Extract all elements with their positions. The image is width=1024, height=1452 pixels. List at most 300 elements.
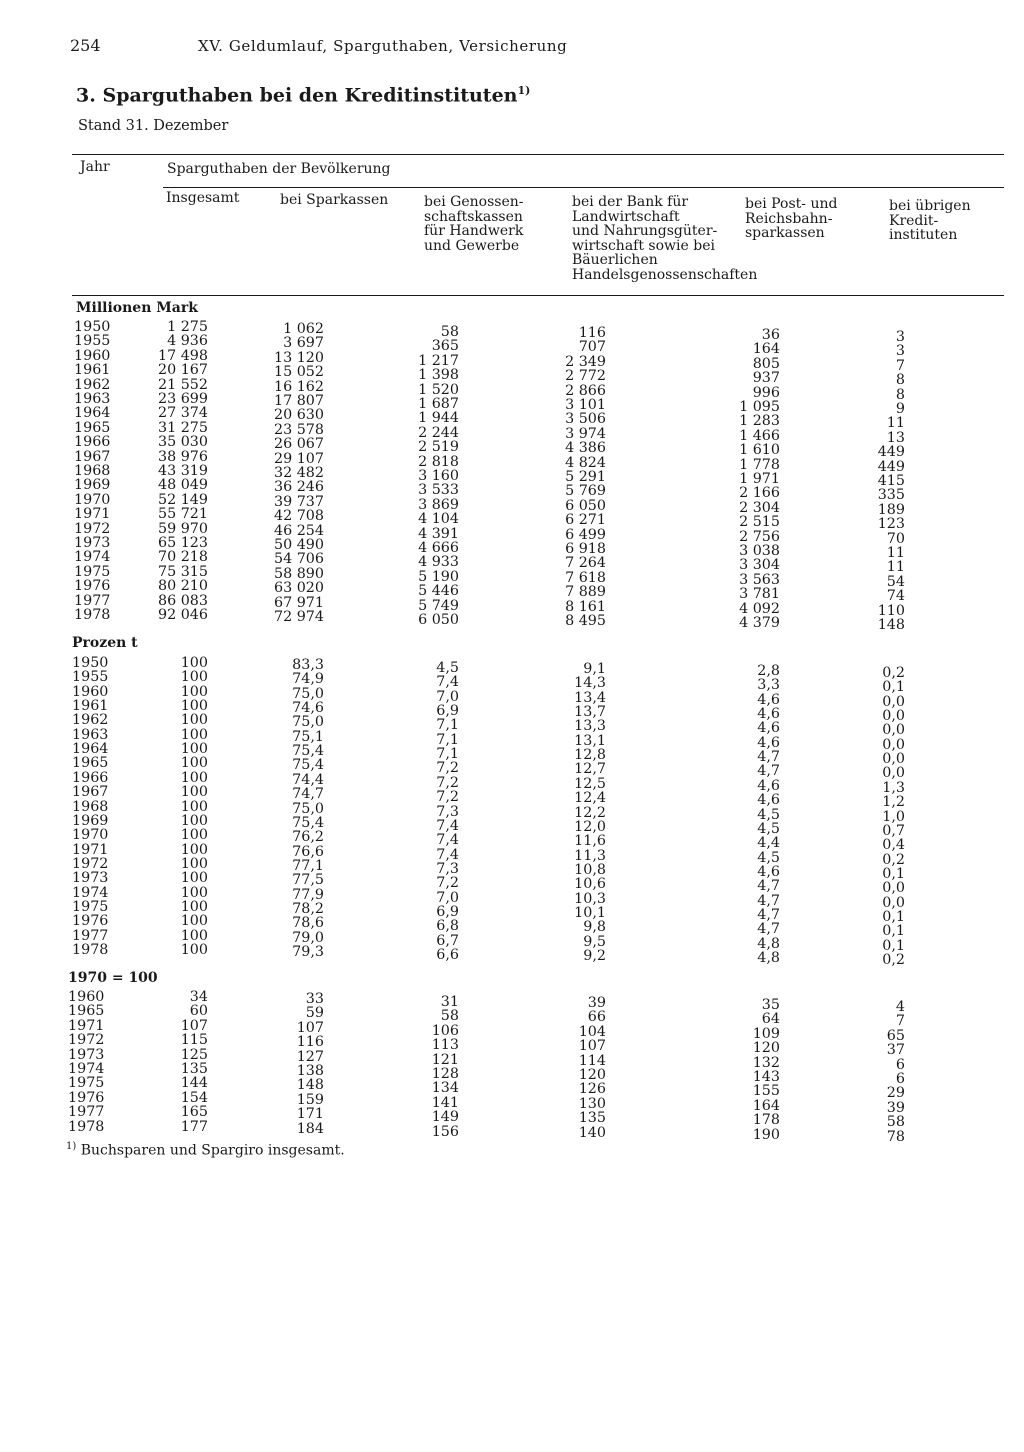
value-cell: 100 — [180, 769, 208, 786]
value-cell: 55 721 — [157, 506, 208, 523]
value-cell: 3 — [895, 343, 905, 360]
value-cell: 64 — [761, 1011, 780, 1028]
year-cell: 1971 — [72, 841, 109, 858]
year-cell: 1973 — [72, 870, 109, 887]
value-cell: 141 — [431, 1094, 459, 1111]
year-cell: 1969 — [74, 477, 111, 494]
value-cell: 1 062 — [283, 321, 324, 337]
value-cell: 2 866 — [565, 382, 606, 399]
value-cell: 79,0 — [292, 929, 324, 946]
value-cell: 7,4 — [436, 846, 459, 863]
value-cell: 996 — [752, 384, 780, 401]
value-cell: 7,4 — [436, 832, 459, 849]
value-cell: 148 — [877, 617, 905, 633]
value-cell: 59 970 — [157, 520, 208, 537]
value-cell: 165 — [180, 1104, 208, 1121]
year-cell: 1966 — [74, 434, 111, 451]
value-cell: 63 020 — [273, 580, 324, 597]
column-header-4 — [572, 195, 757, 283]
value-cell: 7,1 — [436, 731, 459, 748]
value-cell: 1 283 — [739, 413, 780, 430]
value-cell: 74 — [886, 588, 905, 605]
year-cell: 1962 — [72, 712, 109, 729]
value-cell: 2,8 — [757, 663, 780, 679]
value-cell: 52 149 — [157, 491, 208, 508]
value-cell: 75,4 — [292, 814, 324, 831]
running-header: XV. Geldumlauf, Sparguthaben, Versicherung — [198, 37, 568, 55]
value-cell: 10,6 — [574, 876, 606, 893]
value-cell: 9 — [895, 401, 905, 417]
year-cell: 1970 — [74, 491, 111, 508]
value-cell: 2 304 — [739, 499, 780, 516]
value-cell: 140 — [578, 1124, 606, 1141]
column-header-6 — [889, 199, 971, 243]
value-cell: 115 — [180, 1032, 208, 1049]
value-cell: 177 — [180, 1118, 208, 1135]
value-cell: 79,3 — [292, 944, 324, 960]
value-cell: 6,9 — [436, 703, 459, 720]
year-cell: 1974 — [74, 549, 111, 566]
year-cell: 1977 — [74, 592, 111, 609]
value-cell: 7 — [895, 1013, 905, 1030]
value-cell: 11,6 — [574, 833, 606, 850]
column-header-line: Reichsbahn- — [745, 210, 833, 227]
value-cell: 4 386 — [565, 440, 606, 457]
value-cell: 4,7 — [757, 892, 780, 909]
value-cell: 3 160 — [418, 468, 459, 484]
value-cell: 12,4 — [574, 790, 606, 807]
value-cell: 38 976 — [157, 448, 208, 465]
value-cell: 39 — [886, 1099, 905, 1116]
value-cell: 59 — [305, 1005, 324, 1022]
value-cell: 937 — [752, 370, 780, 387]
title-text: Sparguthaben bei den Kreditinstituten — [102, 84, 518, 107]
value-cell: 65 — [886, 1027, 905, 1044]
value-cell: 4,7 — [757, 763, 780, 780]
year-cell: 1975 — [68, 1075, 105, 1092]
column-header-line: Insgesamt — [166, 190, 240, 206]
value-cell: 6,6 — [436, 947, 459, 963]
value-cell: 10,1 — [574, 904, 606, 921]
year-cell: 1961 — [72, 698, 109, 715]
value-cell: 1 466 — [739, 427, 780, 444]
value-cell: 9,8 — [583, 919, 606, 936]
value-cell: 100 — [180, 898, 208, 915]
year-cell: 1960 — [74, 347, 111, 364]
value-cell: 100 — [180, 884, 208, 901]
column-header-line: Landwirtschaft — [572, 208, 680, 225]
year-cell: 1962 — [74, 376, 111, 393]
value-cell: 17 498 — [157, 347, 208, 364]
value-cell: 7,2 — [436, 774, 459, 791]
value-cell: 6 — [895, 1071, 905, 1087]
value-cell: 3 533 — [418, 482, 459, 499]
value-cell: 0,0 — [882, 736, 905, 753]
value-cell: 5 291 — [565, 469, 606, 485]
value-cell: 75,0 — [292, 800, 324, 817]
year-cell: 1965 — [68, 1003, 105, 1020]
value-cell: 125 — [180, 1046, 208, 1063]
section-label: 1970 = 100 — [68, 970, 158, 986]
value-cell: 365 — [431, 338, 459, 355]
value-cell: 20 167 — [157, 362, 208, 379]
value-cell: 37 — [886, 1042, 905, 1059]
value-cell: 54 — [886, 573, 905, 590]
value-cell: 449 — [877, 444, 905, 461]
value-cell: 107 — [296, 1019, 324, 1036]
value-cell: 4,5 — [436, 660, 459, 676]
year-cell: 1973 — [68, 1046, 105, 1063]
year-cell: 1960 — [68, 989, 105, 1005]
value-cell: 4 666 — [418, 540, 459, 556]
year-cell: 1969 — [72, 812, 109, 829]
value-cell: 65 123 — [157, 535, 208, 551]
column-header-line: bei Sparkassen — [280, 192, 389, 208]
value-cell: 16 162 — [273, 378, 324, 395]
value-cell: 7,4 — [436, 817, 459, 834]
year-cell: 1971 — [68, 1017, 105, 1034]
value-cell: 83,3 — [292, 657, 324, 673]
value-cell: 7 618 — [565, 569, 606, 586]
value-cell: 8 — [895, 372, 905, 389]
value-cell: 1,3 — [882, 779, 905, 796]
value-cell: 100 — [180, 798, 208, 815]
column-header-line: bei der Bank für — [572, 194, 689, 210]
value-cell: 7,3 — [436, 860, 459, 877]
year-cell: 1972 — [74, 520, 111, 537]
value-cell: 2 818 — [418, 453, 459, 470]
value-cell: 36 246 — [273, 479, 324, 496]
year-cell: 1950 — [74, 319, 111, 335]
value-cell: 148 — [296, 1077, 324, 1094]
year-cell: 1978 — [72, 942, 109, 958]
value-cell: 4 936 — [167, 333, 208, 350]
value-cell: 33 — [305, 991, 324, 1007]
year-cell: 1977 — [68, 1104, 105, 1121]
value-cell: 77,5 — [292, 872, 324, 889]
value-cell: 1 275 — [167, 319, 208, 335]
value-cell: 48 049 — [157, 477, 208, 494]
value-cell: 35 — [761, 997, 780, 1013]
value-cell: 4,5 — [757, 849, 780, 866]
value-cell: 138 — [296, 1063, 324, 1079]
value-cell: 0,1 — [882, 923, 905, 940]
value-cell: 3 038 — [739, 543, 780, 559]
value-cell: 116 — [578, 325, 606, 341]
column-header-5 — [745, 197, 837, 241]
value-cell: 4 104 — [418, 511, 459, 528]
value-cell: 3 304 — [739, 557, 780, 574]
value-cell: 120 — [578, 1067, 606, 1083]
value-cell: 0,0 — [882, 765, 905, 782]
value-cell: 0,0 — [882, 894, 905, 911]
column-header-year: Jahr — [80, 159, 110, 175]
table-subtitle: Stand 31. Dezember — [78, 118, 229, 134]
year-cell: 1973 — [74, 535, 111, 551]
year-cell: 1963 — [74, 391, 111, 407]
year-cell: 1964 — [74, 405, 111, 422]
group-header-rule — [163, 187, 1004, 188]
column-header-line: wirtschaft sowie bei — [572, 237, 715, 254]
year-cell: 1978 — [68, 1118, 105, 1135]
value-cell: 100 — [180, 784, 208, 801]
value-cell: 1,2 — [882, 794, 905, 811]
year-cell: 1975 — [72, 898, 109, 915]
value-cell: 100 — [180, 827, 208, 844]
value-cell: 17 807 — [273, 393, 324, 409]
value-cell: 86 083 — [157, 592, 208, 609]
value-cell: 3,3 — [757, 677, 780, 694]
value-cell: 116 — [296, 1034, 324, 1051]
value-cell: 9,2 — [583, 948, 606, 964]
value-cell: 1,0 — [882, 808, 905, 825]
value-cell: 7,4 — [436, 674, 459, 691]
value-cell: 31 — [440, 994, 459, 1010]
value-cell: 29 107 — [273, 450, 324, 467]
year-cell: 1971 — [74, 506, 111, 523]
column-header-line: bei Genossen- — [424, 194, 524, 210]
value-cell: 100 — [180, 683, 208, 700]
value-cell: 100 — [180, 712, 208, 729]
value-cell: 39 737 — [273, 493, 324, 510]
value-cell: 35 030 — [157, 434, 208, 451]
value-cell: 10,3 — [574, 890, 606, 907]
value-cell: 135 — [180, 1061, 208, 1077]
value-cell: 0,2 — [882, 851, 905, 868]
value-cell: 15 052 — [273, 364, 324, 381]
column-header-line: Kredit- — [889, 212, 939, 229]
value-cell: 29 — [886, 1085, 905, 1102]
value-cell: 107 — [578, 1038, 606, 1055]
value-cell: 80 210 — [157, 578, 208, 595]
column-header-2 — [280, 193, 388, 208]
value-cell: 3 506 — [565, 411, 606, 428]
value-cell: 707 — [578, 339, 606, 356]
value-cell: 34 — [189, 989, 208, 1005]
year-cell: 1977 — [72, 927, 109, 944]
value-cell: 100 — [180, 913, 208, 930]
column-header-line: Handelsgenossenschaften — [572, 266, 758, 283]
value-cell: 184 — [296, 1120, 324, 1137]
value-cell: 123 — [877, 516, 905, 533]
value-cell: 3 563 — [739, 571, 780, 588]
value-cell: 13,7 — [574, 704, 606, 721]
value-cell: 21 552 — [157, 376, 208, 393]
year-cell: 1965 — [74, 419, 111, 436]
value-cell: 6 271 — [565, 512, 606, 529]
value-cell: 11 — [886, 415, 905, 432]
year-cell: 1965 — [72, 755, 109, 772]
value-cell: 104 — [578, 1023, 606, 1040]
value-cell: 100 — [180, 755, 208, 772]
value-cell: 0,1 — [882, 937, 905, 954]
value-cell: 8 161 — [565, 598, 606, 615]
footnote-mark: 1) — [66, 1141, 77, 1152]
table-title — [76, 84, 530, 106]
value-cell: 4,6 — [757, 792, 780, 809]
value-cell: 2 756 — [739, 528, 780, 545]
value-cell: 70 — [886, 530, 905, 547]
section-label: Millionen Mark — [76, 300, 198, 316]
value-cell: 100 — [180, 726, 208, 743]
value-cell: 114 — [578, 1052, 606, 1069]
value-cell: 189 — [877, 501, 905, 518]
value-cell: 149 — [431, 1109, 459, 1126]
value-cell: 9,1 — [583, 661, 606, 677]
value-cell: 23 578 — [273, 421, 324, 438]
value-cell: 0,0 — [882, 722, 905, 739]
value-cell: 134 — [431, 1080, 459, 1097]
value-cell: 42 708 — [273, 508, 324, 525]
value-cell: 4 391 — [418, 525, 459, 542]
value-cell: 78 — [886, 1128, 905, 1145]
value-cell: 127 — [296, 1048, 324, 1065]
value-cell: 46 254 — [273, 522, 324, 539]
value-cell: 9,5 — [583, 933, 606, 950]
value-cell: 0,2 — [882, 665, 905, 681]
value-cell: 60 — [189, 1003, 208, 1020]
value-cell: 26 067 — [273, 436, 324, 453]
column-header-line: für Handwerk — [424, 223, 524, 240]
value-cell: 66 — [587, 1009, 606, 1026]
value-cell: 76,2 — [292, 829, 324, 846]
value-cell: 7 264 — [565, 555, 606, 572]
value-cell: 4 — [895, 999, 905, 1015]
value-cell: 4 379 — [739, 615, 780, 631]
value-cell: 4,6 — [757, 734, 780, 751]
value-cell: 77,1 — [292, 857, 324, 874]
value-cell: 100 — [180, 841, 208, 858]
year-cell: 1967 — [72, 784, 109, 801]
year-cell: 1974 — [68, 1061, 105, 1077]
value-cell: 0,1 — [882, 679, 905, 696]
value-cell: 14,3 — [574, 675, 606, 692]
value-cell: 0,1 — [882, 908, 905, 925]
value-cell: 13,4 — [574, 689, 606, 706]
table-top-rule — [72, 154, 1004, 155]
value-cell: 126 — [578, 1081, 606, 1098]
value-cell: 78,6 — [292, 915, 324, 932]
column-header-line: schaftskassen — [424, 208, 523, 225]
value-cell: 0,0 — [882, 693, 905, 710]
value-cell: 2 244 — [418, 424, 459, 441]
year-cell: 1976 — [68, 1089, 105, 1106]
column-header-3 — [424, 195, 524, 253]
value-cell: 58 890 — [273, 565, 324, 582]
value-cell: 100 — [180, 927, 208, 944]
value-cell: 100 — [180, 655, 208, 671]
value-cell: 3 869 — [418, 496, 459, 513]
value-cell: 4,8 — [757, 935, 780, 952]
value-cell: 143 — [752, 1069, 780, 1085]
value-cell: 171 — [296, 1106, 324, 1123]
value-cell: 100 — [180, 855, 208, 872]
value-cell: 6,8 — [436, 918, 459, 935]
value-cell: 7 — [895, 357, 905, 374]
value-cell: 7,2 — [436, 789, 459, 806]
value-cell: 107 — [180, 1017, 208, 1034]
value-cell: 2 772 — [565, 368, 606, 385]
value-cell: 121 — [431, 1051, 459, 1068]
value-cell: 3 — [895, 329, 905, 345]
year-cell: 1963 — [72, 726, 109, 743]
value-cell: 58 — [440, 324, 459, 340]
value-cell: 1 398 — [418, 367, 459, 384]
year-cell: 1950 — [72, 655, 109, 671]
value-cell: 2 166 — [739, 485, 780, 502]
value-cell: 78,2 — [292, 900, 324, 917]
value-cell: 4,8 — [757, 950, 780, 966]
value-cell: 4,6 — [757, 720, 780, 737]
value-cell: 6 050 — [418, 612, 459, 628]
value-cell: 7,1 — [436, 717, 459, 734]
value-cell: 110 — [877, 602, 905, 619]
value-cell: 4 092 — [739, 600, 780, 617]
year-cell: 1978 — [74, 607, 111, 623]
value-cell: 113 — [431, 1037, 459, 1054]
value-cell: 4,6 — [757, 706, 780, 723]
value-cell: 159 — [296, 1091, 324, 1108]
value-cell: 12,7 — [574, 761, 606, 778]
column-header-line: bei Post- und — [745, 196, 838, 212]
value-cell: 27 374 — [157, 405, 208, 422]
value-cell: 6 — [895, 1056, 905, 1073]
year-cell: 1967 — [74, 448, 111, 465]
value-cell: 155 — [752, 1083, 780, 1100]
value-cell: 100 — [180, 870, 208, 887]
value-cell: 31 275 — [157, 419, 208, 436]
year-cell: 1976 — [74, 578, 111, 595]
value-cell: 4 933 — [418, 554, 459, 571]
value-cell: 1 944 — [418, 410, 459, 427]
value-cell: 128 — [431, 1066, 459, 1082]
value-cell: 11 — [886, 559, 905, 576]
value-cell: 0,0 — [882, 708, 905, 725]
value-cell: 8 — [895, 386, 905, 403]
value-cell: 7,3 — [436, 803, 459, 820]
value-cell: 0,0 — [882, 751, 905, 768]
value-cell: 4,6 — [757, 691, 780, 708]
value-cell: 54 706 — [273, 551, 324, 568]
value-cell: 6,7 — [436, 932, 459, 949]
value-cell: 11,3 — [574, 847, 606, 864]
column-header-line: Bäuerlichen — [572, 252, 658, 269]
year-cell: 1955 — [72, 669, 109, 686]
year-cell: 1972 — [68, 1032, 105, 1049]
value-cell: 12,0 — [574, 818, 606, 835]
value-cell: 1 778 — [739, 456, 780, 473]
value-cell: 12,8 — [574, 747, 606, 764]
column-header-1 — [166, 191, 239, 206]
column-header-line: instituten — [889, 227, 958, 244]
value-cell: 109 — [752, 1025, 780, 1042]
value-cell: 5 749 — [418, 597, 459, 614]
value-cell: 13 120 — [273, 349, 324, 366]
value-cell: 100 — [180, 741, 208, 758]
value-cell: 13 — [886, 429, 905, 446]
value-cell: 2 515 — [739, 514, 780, 531]
year-cell: 1955 — [74, 333, 111, 350]
value-cell: 11 — [886, 545, 905, 561]
value-cell: 1 217 — [418, 352, 459, 369]
footnote — [66, 1141, 345, 1159]
value-cell: 92 046 — [157, 607, 208, 623]
year-cell: 1970 — [72, 827, 109, 844]
value-cell: 67 971 — [273, 594, 324, 611]
value-cell: 5 446 — [418, 583, 459, 600]
value-cell: 4,7 — [757, 921, 780, 938]
value-cell: 3 781 — [739, 586, 780, 603]
